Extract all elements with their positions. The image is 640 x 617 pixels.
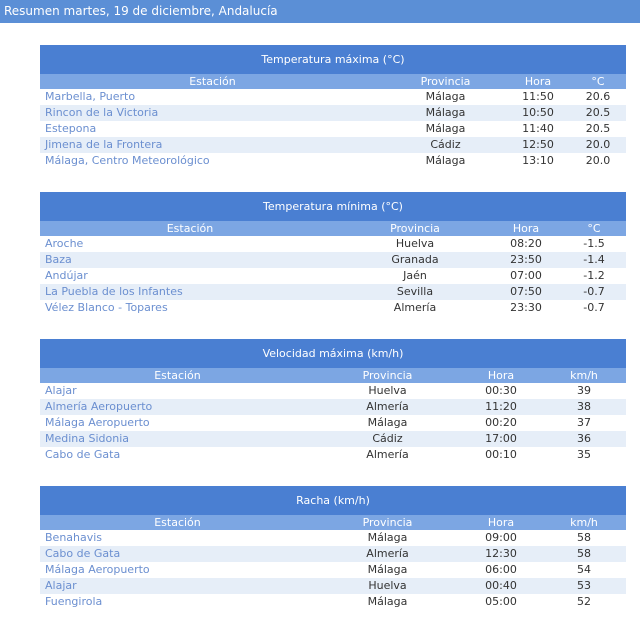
time-cell: 00:20 [485,416,517,429]
time-cell: 11:40 [522,122,554,135]
province-cell: Málaga [367,531,408,544]
province-cell: Málaga [367,595,408,608]
table-row [40,546,626,562]
province-cell: Granada [340,252,490,268]
table-title: Temperatura máxima (°C) [40,45,626,74]
value-cell: -1.4 [562,252,626,268]
province-cell: Málaga [425,154,466,167]
value-cell: -1.2 [583,269,605,282]
column-header-provincia: Provincia [315,368,460,383]
table-row [40,121,626,137]
column-header-estacion: Estación [40,515,315,530]
column-header-hora: Hora [460,515,542,530]
data-table [40,368,626,463]
column-header-provincia: Provincia [315,515,460,530]
column-header-value: km/h [542,515,626,530]
time-cell: 08:20 [510,237,542,250]
time-cell: 12:30 [460,546,542,562]
station-link[interactable]: Málaga Aeropuerto [45,416,150,429]
province-cell: Málaga [425,90,466,103]
time-cell: 13:10 [522,154,554,167]
value-cell: 20.0 [570,137,626,153]
table-row [40,578,626,594]
station-link[interactable]: Benahavis [45,531,103,544]
value-cell: -1.5 [583,237,605,250]
table-row [40,530,626,546]
province-cell: Cádiz [385,137,506,153]
table-row [40,268,626,284]
station-link[interactable]: Vélez Blanco - Topares [45,301,168,314]
table-row [40,300,626,316]
table-row [40,562,626,578]
value-cell: 54 [577,563,591,576]
table-title: Racha (km/h) [40,486,626,515]
province-cell: Huelva [315,578,460,594]
province-cell: Sevilla [340,284,490,300]
province-cell: Cádiz [315,431,460,447]
time-cell: 00:10 [485,448,517,461]
data-table [40,221,626,316]
province-cell: Almería [366,448,409,461]
value-cell: 58 [542,546,626,562]
column-header-hora: Hora [490,221,562,236]
time-cell: 10:50 [506,105,570,121]
column-header-estacion: Estación [40,221,340,236]
column-header-provincia: Provincia [340,221,490,236]
value-cell: 53 [542,578,626,594]
table-title: Temperatura mínima (°C) [40,192,626,221]
station-link[interactable]: Estepona [45,122,97,135]
station-link[interactable]: Baza [40,252,340,268]
column-header-hora: Hora [506,74,570,89]
table-row [40,399,626,415]
table-row [40,415,626,431]
value-cell: 37 [577,416,591,429]
table-title: Velocidad máxima (km/h) [40,339,626,368]
province-cell: Almería [315,399,460,415]
time-cell: 00:30 [485,384,517,397]
time-cell: 07:50 [490,284,562,300]
station-link[interactable]: Alajar [40,578,315,594]
station-link[interactable]: Alajar [45,384,77,397]
time-cell: 06:00 [485,563,517,576]
station-link[interactable]: Almería Aeropuerto [40,399,315,415]
province-cell: Málaga [367,416,408,429]
station-link[interactable]: Andújar [45,269,88,282]
value-cell: 20.5 [585,122,611,135]
value-cell: 20.5 [570,105,626,121]
province-cell: Almería [315,546,460,562]
time-cell: 07:00 [510,269,542,282]
station-link[interactable]: Medina Sidonia [40,431,315,447]
province-cell: Huelva [368,384,407,397]
value-cell: 38 [542,399,626,415]
table-row [40,431,626,447]
station-link[interactable]: Aroche [45,237,84,250]
table-row [40,447,626,463]
column-header-estacion: Estación [40,368,315,383]
province-cell: Málaga [385,105,506,121]
station-link[interactable]: Cabo de Gata [40,546,315,562]
table-temperatura-maxima [40,45,626,169]
page-header: Resumen martes, 19 de diciembre, Andalucía [0,0,640,23]
time-cell: 11:50 [522,90,554,103]
value-cell: -0.7 [562,284,626,300]
station-link[interactable]: Marbella, Puerto [45,90,136,103]
column-header-value: °C [570,74,626,89]
province-cell: Almería [393,301,437,314]
time-cell: 11:20 [460,399,542,415]
data-table [40,515,626,610]
time-cell: 12:50 [506,137,570,153]
table-row [40,383,626,399]
value-cell: 35 [577,448,591,461]
table-row [40,284,626,300]
column-header-value: km/h [542,368,626,383]
column-header-hora: Hora [460,368,542,383]
station-link[interactable]: Málaga, Centro Meteorológico [45,154,210,167]
time-cell: 17:00 [460,431,542,447]
province-cell: Málaga [367,563,408,576]
column-header-provincia: Provincia [385,74,506,89]
table-racha [40,486,626,610]
table-velocidad-maxima [40,339,626,463]
time-cell: 23:30 [510,301,542,314]
value-cell: 58 [577,531,591,544]
table-row [40,105,626,121]
table-row [40,236,626,252]
value-cell: 20.6 [585,90,611,103]
table-temperatura-minima [40,192,626,316]
value-cell: 52 [577,595,591,608]
table-row [40,153,626,169]
value-cell: -0.7 [583,301,605,314]
time-cell: 05:00 [485,595,517,608]
table-row [40,89,626,105]
province-cell: Málaga [425,122,466,135]
value-cell: 39 [577,384,591,397]
column-header-value: °C [562,221,626,236]
time-cell: 09:00 [485,531,517,544]
province-cell: Jaén [403,269,427,282]
time-cell: 23:50 [490,252,562,268]
table-row [40,137,626,153]
value-cell: 36 [542,431,626,447]
column-header-estacion: Estación [40,74,385,89]
value-cell: 20.0 [585,154,611,167]
station-link[interactable]: Málaga Aeropuerto [45,563,150,576]
station-link[interactable]: Jimena de la Frontera [40,137,385,153]
table-row [40,252,626,268]
data-table [40,74,626,169]
station-link[interactable]: La Puebla de los Infantes [40,284,340,300]
table-row [40,594,626,610]
station-link[interactable]: Rincon de la Victoria [40,105,385,121]
station-link[interactable]: Fuengirola [45,595,103,608]
province-cell: Huelva [395,237,435,250]
time-cell: 00:40 [460,578,542,594]
station-link[interactable]: Cabo de Gata [45,448,121,461]
